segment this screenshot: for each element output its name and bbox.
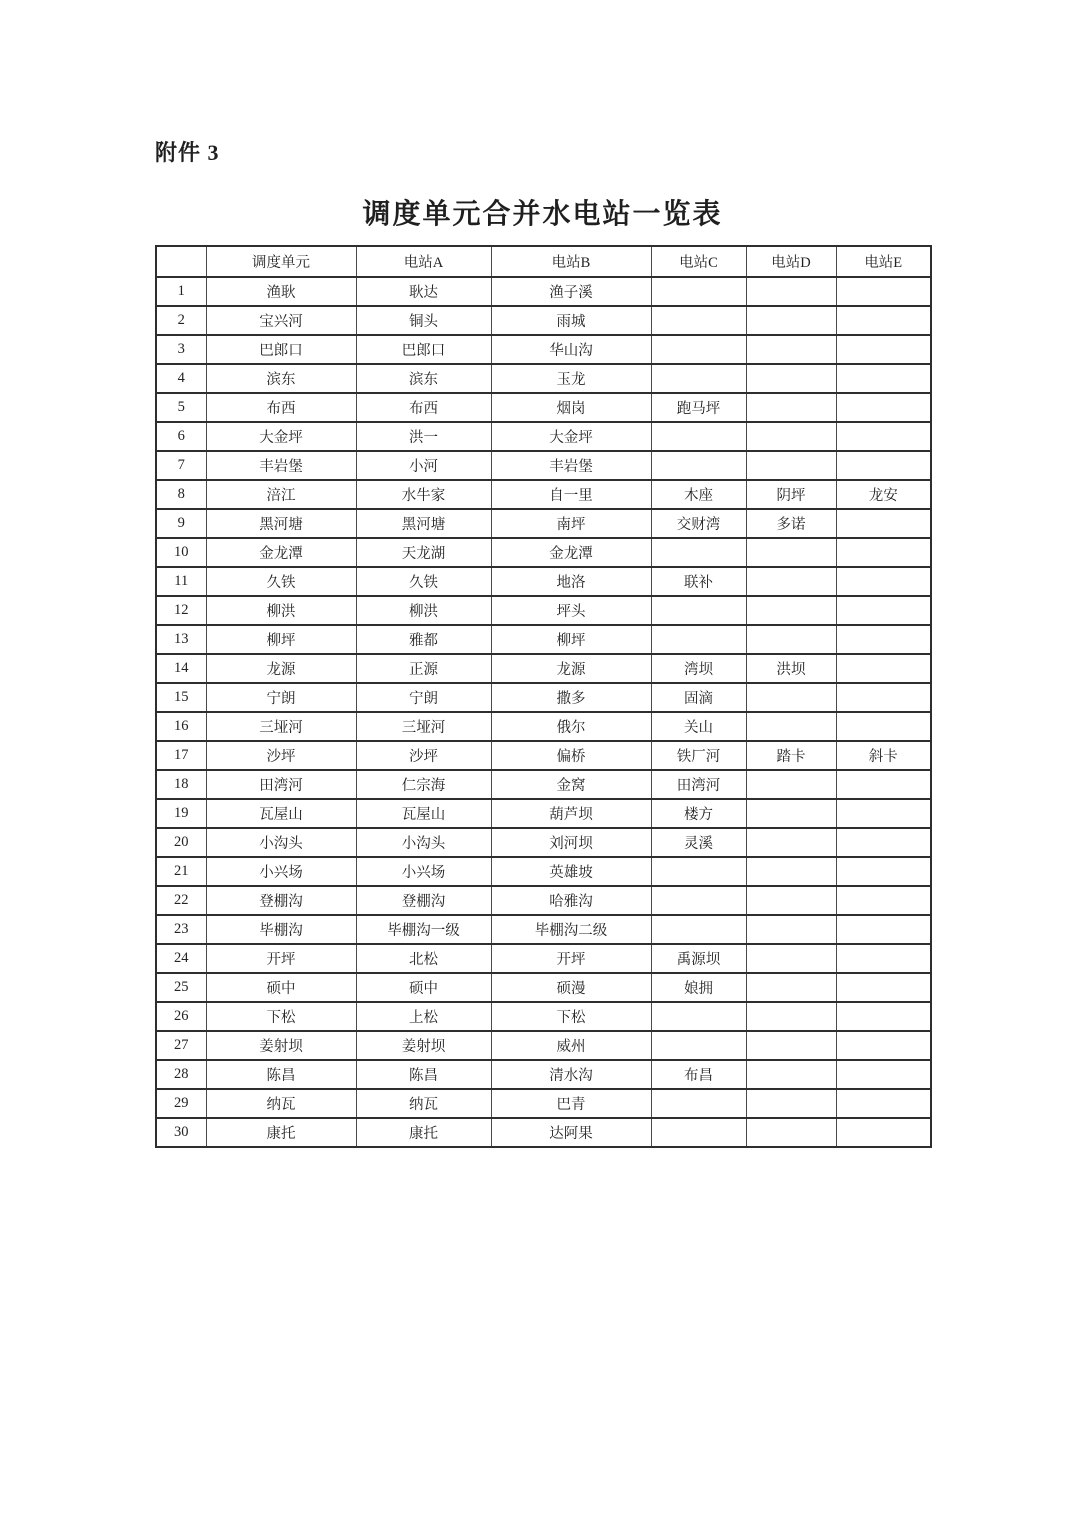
table-row xyxy=(156,1002,931,1031)
dispatch-unit-cell: 宝兴河 xyxy=(206,306,356,335)
station-c-cell xyxy=(651,886,746,915)
dispatch-unit-cell: 布西 xyxy=(206,393,356,422)
header-row xyxy=(156,246,931,277)
station-d-cell xyxy=(746,915,836,944)
station-d-cell: 多诺 xyxy=(746,509,836,538)
table-row xyxy=(156,683,931,712)
table-row xyxy=(156,538,931,567)
row-number-cell: 7 xyxy=(156,451,206,480)
station-d-cell xyxy=(746,277,836,306)
station-a-cell: 三垭河 xyxy=(356,712,491,741)
header-cell-station-e: 电站E xyxy=(836,246,931,277)
dispatch-unit-cell: 巴郎口 xyxy=(206,335,356,364)
station-e-cell xyxy=(836,828,931,857)
header-cell-station-b: 电站B xyxy=(491,246,651,277)
station-e-cell xyxy=(836,1089,931,1118)
station-a-cell: 天龙湖 xyxy=(356,538,491,567)
station-d-cell: 阴坪 xyxy=(746,480,836,509)
station-d-cell xyxy=(746,1031,836,1060)
row-number-cell: 26 xyxy=(156,1002,206,1031)
row-number-cell: 20 xyxy=(156,828,206,857)
table-row xyxy=(156,944,931,973)
table-row xyxy=(156,625,931,654)
table-row xyxy=(156,335,931,364)
station-e-cell xyxy=(836,364,931,393)
station-d-cell xyxy=(746,393,836,422)
dispatch-unit-cell: 沙坪 xyxy=(206,741,356,770)
dispatch-unit-cell: 金龙潭 xyxy=(206,538,356,567)
station-e-cell xyxy=(836,422,931,451)
row-number-cell: 2 xyxy=(156,306,206,335)
dispatch-unit-cell: 毕棚沟 xyxy=(206,915,356,944)
station-c-cell xyxy=(651,596,746,625)
dispatch-unit-cell: 久铁 xyxy=(206,567,356,596)
station-b-cell: 大金坪 xyxy=(491,422,651,451)
station-c-cell xyxy=(651,1002,746,1031)
station-c-cell: 田湾河 xyxy=(651,770,746,799)
dispatch-unit-cell: 滨东 xyxy=(206,364,356,393)
station-a-cell: 毕棚沟一级 xyxy=(356,915,491,944)
station-a-cell: 水牛家 xyxy=(356,480,491,509)
station-e-cell xyxy=(836,393,931,422)
station-b-cell: 英雄坡 xyxy=(491,857,651,886)
table-row xyxy=(156,393,931,422)
row-number-cell: 6 xyxy=(156,422,206,451)
station-a-cell: 柳洪 xyxy=(356,596,491,625)
station-b-cell: 雨城 xyxy=(491,306,651,335)
station-c-cell: 联补 xyxy=(651,567,746,596)
station-b-cell: 撒多 xyxy=(491,683,651,712)
station-c-cell xyxy=(651,422,746,451)
row-number-cell: 19 xyxy=(156,799,206,828)
station-d-cell xyxy=(746,335,836,364)
station-d-cell: 洪坝 xyxy=(746,654,836,683)
table-row xyxy=(156,1118,931,1147)
station-c-cell xyxy=(651,1118,746,1147)
header-cell-dispatch-unit: 调度单元 xyxy=(206,246,356,277)
station-b-cell: 柳坪 xyxy=(491,625,651,654)
table-row xyxy=(156,741,931,770)
station-e-cell: 斜卡 xyxy=(836,741,931,770)
dispatch-unit-cell: 龙源 xyxy=(206,654,356,683)
table-row xyxy=(156,451,931,480)
station-b-cell: 南坪 xyxy=(491,509,651,538)
row-number-cell: 5 xyxy=(156,393,206,422)
row-number-cell: 12 xyxy=(156,596,206,625)
station-b-cell: 地洛 xyxy=(491,567,651,596)
station-a-cell: 小河 xyxy=(356,451,491,480)
row-number-cell: 18 xyxy=(156,770,206,799)
table-row xyxy=(156,915,931,944)
station-b-cell: 烟岗 xyxy=(491,393,651,422)
station-e-cell xyxy=(836,451,931,480)
dispatch-unit-cell: 小沟头 xyxy=(206,828,356,857)
station-c-cell: 跑马坪 xyxy=(651,393,746,422)
station-d-cell xyxy=(746,770,836,799)
dispatch-unit-cell: 大金坪 xyxy=(206,422,356,451)
row-number-cell: 30 xyxy=(156,1118,206,1147)
header-cell-station-c: 电站C xyxy=(651,246,746,277)
row-number-cell: 22 xyxy=(156,886,206,915)
station-e-cell xyxy=(836,509,931,538)
dispatch-unit-cell: 涪江 xyxy=(206,480,356,509)
station-d-cell xyxy=(746,1089,836,1118)
station-c-cell xyxy=(651,1089,746,1118)
row-number-cell: 29 xyxy=(156,1089,206,1118)
table-row xyxy=(156,1031,931,1060)
station-e-cell xyxy=(836,654,931,683)
station-b-cell: 巴青 xyxy=(491,1089,651,1118)
station-b-cell: 坪头 xyxy=(491,596,651,625)
attachment-label: 附件 3 xyxy=(155,140,220,165)
station-b-cell: 龙源 xyxy=(491,654,651,683)
station-b-cell: 玉龙 xyxy=(491,364,651,393)
station-d-cell xyxy=(746,712,836,741)
station-d-cell xyxy=(746,828,836,857)
station-a-cell: 布西 xyxy=(356,393,491,422)
station-d-cell xyxy=(746,683,836,712)
row-number-cell: 1 xyxy=(156,277,206,306)
dispatch-unit-cell: 陈昌 xyxy=(206,1060,356,1089)
station-b-cell: 刘河坝 xyxy=(491,828,651,857)
table-row xyxy=(156,886,931,915)
station-c-cell: 楼方 xyxy=(651,799,746,828)
row-number-cell: 11 xyxy=(156,567,206,596)
station-c-cell: 禹源坝 xyxy=(651,944,746,973)
dispatch-unit-cell: 渔耿 xyxy=(206,277,356,306)
station-a-cell: 登棚沟 xyxy=(356,886,491,915)
row-number-cell: 13 xyxy=(156,625,206,654)
station-a-cell: 纳瓦 xyxy=(356,1089,491,1118)
station-c-cell: 固滴 xyxy=(651,683,746,712)
dispatch-unit-cell: 开坪 xyxy=(206,944,356,973)
row-number-cell: 3 xyxy=(156,335,206,364)
row-number-cell: 14 xyxy=(156,654,206,683)
station-e-cell xyxy=(836,596,931,625)
table-row xyxy=(156,596,931,625)
station-a-cell: 姜射坝 xyxy=(356,1031,491,1060)
row-number-cell: 17 xyxy=(156,741,206,770)
station-a-cell: 瓦屋山 xyxy=(356,799,491,828)
station-a-cell: 耿达 xyxy=(356,277,491,306)
station-b-cell: 金龙潭 xyxy=(491,538,651,567)
station-e-cell xyxy=(836,538,931,567)
table-row xyxy=(156,799,931,828)
station-c-cell xyxy=(651,277,746,306)
station-d-cell xyxy=(746,625,836,654)
station-a-cell: 巴郎口 xyxy=(356,335,491,364)
station-b-cell: 清水沟 xyxy=(491,1060,651,1089)
station-d-cell xyxy=(746,364,836,393)
table-row xyxy=(156,1060,931,1089)
dispatch-unit-cell: 康托 xyxy=(206,1118,356,1147)
station-c-cell xyxy=(651,538,746,567)
station-e-cell xyxy=(836,567,931,596)
station-b-cell: 哈雅沟 xyxy=(491,886,651,915)
station-d-cell xyxy=(746,886,836,915)
table-row xyxy=(156,654,931,683)
station-a-cell: 滨东 xyxy=(356,364,491,393)
station-e-cell xyxy=(836,712,931,741)
dispatch-unit-cell: 柳坪 xyxy=(206,625,356,654)
station-d-cell xyxy=(746,1002,836,1031)
row-number-cell: 21 xyxy=(156,857,206,886)
station-a-cell: 康托 xyxy=(356,1118,491,1147)
station-b-cell: 华山沟 xyxy=(491,335,651,364)
station-a-cell: 宁朗 xyxy=(356,683,491,712)
station-e-cell xyxy=(836,1031,931,1060)
station-e-cell xyxy=(836,1060,931,1089)
station-d-cell xyxy=(746,1118,836,1147)
table-row xyxy=(156,306,931,335)
table-row xyxy=(156,509,931,538)
row-number-cell: 15 xyxy=(156,683,206,712)
station-c-cell xyxy=(651,335,746,364)
header-cell-index xyxy=(156,246,206,277)
station-b-cell: 渔子溪 xyxy=(491,277,651,306)
station-e-cell: 龙安 xyxy=(836,480,931,509)
row-number-cell: 27 xyxy=(156,1031,206,1060)
table-row xyxy=(156,828,931,857)
table-row xyxy=(156,973,931,1002)
station-c-cell xyxy=(651,306,746,335)
row-number-cell: 24 xyxy=(156,944,206,973)
station-a-cell: 上松 xyxy=(356,1002,491,1031)
station-e-cell xyxy=(836,277,931,306)
station-a-cell: 仁宗海 xyxy=(356,770,491,799)
station-a-cell: 硕中 xyxy=(356,973,491,1002)
station-b-cell: 威州 xyxy=(491,1031,651,1060)
dispatch-unit-cell: 黑河塘 xyxy=(206,509,356,538)
station-d-cell xyxy=(746,422,836,451)
station-b-cell: 硕漫 xyxy=(491,973,651,1002)
station-e-cell xyxy=(836,857,931,886)
station-e-cell xyxy=(836,335,931,364)
table-row xyxy=(156,364,931,393)
dispatch-unit-cell: 小兴场 xyxy=(206,857,356,886)
station-e-cell xyxy=(836,1002,931,1031)
station-c-cell: 娘拥 xyxy=(651,973,746,1002)
station-d-cell xyxy=(746,799,836,828)
station-a-cell: 沙坪 xyxy=(356,741,491,770)
station-d-cell: 踏卡 xyxy=(746,741,836,770)
dispatch-unit-cell: 下松 xyxy=(206,1002,356,1031)
station-a-cell: 铜头 xyxy=(356,306,491,335)
station-a-cell: 小兴场 xyxy=(356,857,491,886)
station-a-cell: 陈昌 xyxy=(356,1060,491,1089)
station-a-cell: 久铁 xyxy=(356,567,491,596)
row-number-cell: 8 xyxy=(156,480,206,509)
dispatch-unit-cell: 登棚沟 xyxy=(206,886,356,915)
station-d-cell xyxy=(746,306,836,335)
station-a-cell: 小沟头 xyxy=(356,828,491,857)
station-c-cell: 灵溪 xyxy=(651,828,746,857)
station-d-cell xyxy=(746,567,836,596)
dispatch-unit-cell: 柳洪 xyxy=(206,596,356,625)
table-title: 调度单元合并水电站一览表 xyxy=(362,199,723,230)
station-b-cell: 葫芦坝 xyxy=(491,799,651,828)
dispatch-unit-cell: 纳瓦 xyxy=(206,1089,356,1118)
row-number-cell: 16 xyxy=(156,712,206,741)
row-number-cell: 4 xyxy=(156,364,206,393)
station-d-cell xyxy=(746,596,836,625)
row-number-cell: 23 xyxy=(156,915,206,944)
station-c-cell: 布昌 xyxy=(651,1060,746,1089)
station-c-cell: 铁厂河 xyxy=(651,741,746,770)
table-row xyxy=(156,712,931,741)
station-b-cell: 金窝 xyxy=(491,770,651,799)
station-c-cell xyxy=(651,915,746,944)
station-e-cell xyxy=(836,886,931,915)
station-e-cell xyxy=(836,625,931,654)
station-b-cell: 偏桥 xyxy=(491,741,651,770)
station-c-cell xyxy=(651,1031,746,1060)
row-number-cell: 25 xyxy=(156,973,206,1002)
dispatch-unit-cell: 宁朗 xyxy=(206,683,356,712)
row-number-cell: 28 xyxy=(156,1060,206,1089)
station-e-cell xyxy=(836,770,931,799)
station-a-cell: 正源 xyxy=(356,654,491,683)
dispatch-unit-cell: 田湾河 xyxy=(206,770,356,799)
station-d-cell xyxy=(746,944,836,973)
table-row xyxy=(156,1089,931,1118)
station-e-cell xyxy=(836,799,931,828)
dispatch-unit-cell: 三垭河 xyxy=(206,712,356,741)
station-b-cell: 开坪 xyxy=(491,944,651,973)
station-d-cell xyxy=(746,451,836,480)
table-row xyxy=(156,770,931,799)
dispatch-unit-cell: 硕中 xyxy=(206,973,356,1002)
station-b-cell: 下松 xyxy=(491,1002,651,1031)
row-number-cell: 10 xyxy=(156,538,206,567)
station-b-cell: 俄尔 xyxy=(491,712,651,741)
station-c-cell xyxy=(651,364,746,393)
dispatch-unit-cell: 丰岩堡 xyxy=(206,451,356,480)
table-row xyxy=(156,277,931,306)
station-e-cell xyxy=(836,1118,931,1147)
station-c-cell: 交财湾 xyxy=(651,509,746,538)
station-d-cell xyxy=(746,538,836,567)
table-row xyxy=(156,480,931,509)
station-b-cell: 毕棚沟二级 xyxy=(491,915,651,944)
dispatch-unit-cell: 瓦屋山 xyxy=(206,799,356,828)
row-number-cell: 9 xyxy=(156,509,206,538)
station-e-cell xyxy=(836,973,931,1002)
table-row xyxy=(156,857,931,886)
station-table xyxy=(155,245,932,1148)
station-e-cell xyxy=(836,915,931,944)
station-c-cell xyxy=(651,451,746,480)
station-d-cell xyxy=(746,1060,836,1089)
station-a-cell: 洪一 xyxy=(356,422,491,451)
station-c-cell xyxy=(651,625,746,654)
station-e-cell xyxy=(836,944,931,973)
station-a-cell: 黑河塘 xyxy=(356,509,491,538)
table-row xyxy=(156,422,931,451)
station-c-cell: 湾坝 xyxy=(651,654,746,683)
table-row xyxy=(156,567,931,596)
station-e-cell xyxy=(836,683,931,712)
station-a-cell: 北松 xyxy=(356,944,491,973)
station-b-cell: 达阿果 xyxy=(491,1118,651,1147)
station-a-cell: 雅都 xyxy=(356,625,491,654)
station-b-cell: 丰岩堡 xyxy=(491,451,651,480)
table-body xyxy=(156,277,931,1147)
dispatch-unit-cell: 姜射坝 xyxy=(206,1031,356,1060)
station-c-cell xyxy=(651,857,746,886)
station-c-cell: 木座 xyxy=(651,480,746,509)
station-e-cell xyxy=(836,306,931,335)
station-b-cell: 自一里 xyxy=(491,480,651,509)
station-d-cell xyxy=(746,857,836,886)
header-cell-station-d: 电站D xyxy=(746,246,836,277)
station-d-cell xyxy=(746,973,836,1002)
header-cell-station-a: 电站A xyxy=(356,246,491,277)
station-c-cell: 关山 xyxy=(651,712,746,741)
